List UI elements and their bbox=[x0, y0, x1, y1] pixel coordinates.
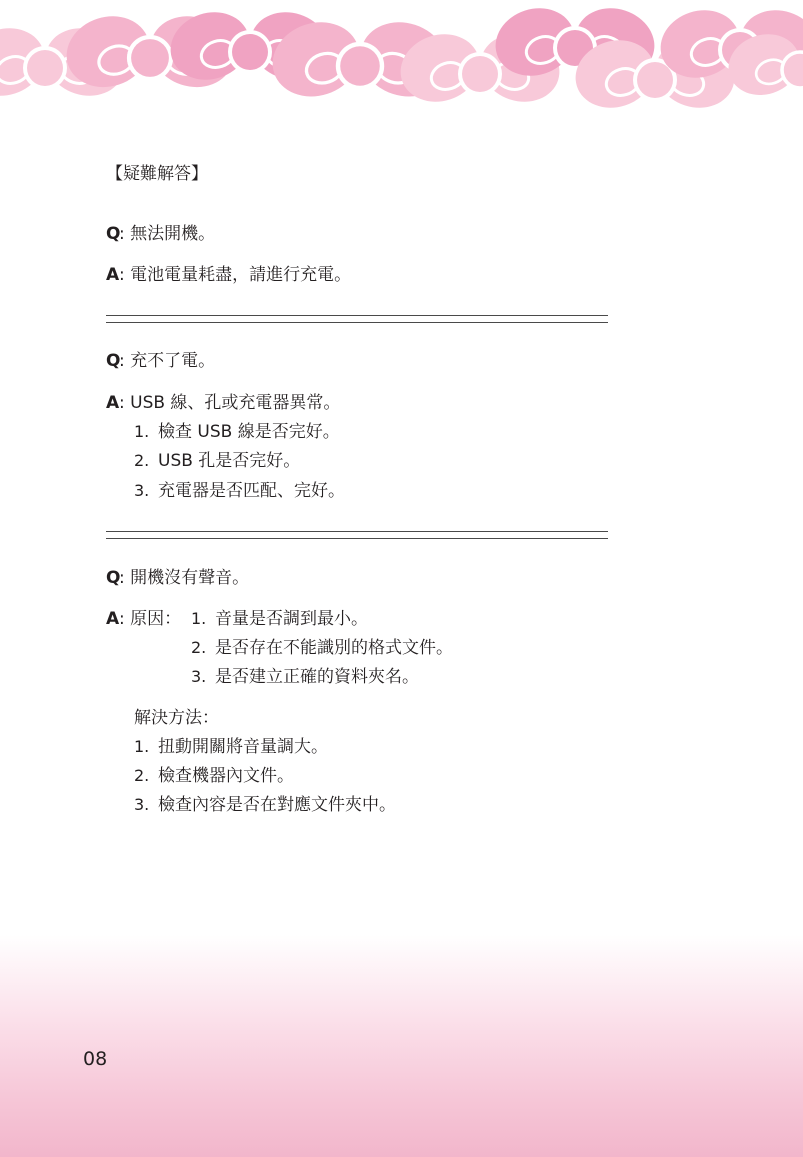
a1-text: : 電池電量耗盡，請進行充電。 bbox=[119, 265, 352, 285]
q2-text: : 充不了電。 bbox=[119, 351, 216, 371]
check-number: 3. bbox=[134, 481, 150, 500]
cause-number: 3. bbox=[191, 667, 207, 686]
check-number: 2. bbox=[134, 451, 150, 470]
section-heading: 【疑難解答】 bbox=[106, 164, 208, 184]
divider-bottom-line bbox=[106, 322, 608, 323]
page-number: 08 bbox=[83, 1048, 108, 1070]
solution-item: 扭動開關將音量調大。 bbox=[158, 737, 328, 757]
divider-bottom-line bbox=[106, 538, 608, 539]
check-item: 充電器是否匹配、完好。 bbox=[158, 481, 345, 501]
q3-text: : 開機沒有聲音。 bbox=[119, 568, 250, 588]
cause-item: 音量是否調到最小。 bbox=[215, 609, 368, 629]
check-number: 1. bbox=[134, 422, 150, 441]
cause-item: 是否建立正確的資料夾名。 bbox=[215, 667, 419, 687]
solution-item: 檢查內容是否在對應文件夾中。 bbox=[158, 795, 396, 815]
cause-item: 是否存在不能識別的格式文件。 bbox=[215, 638, 453, 658]
a3-text: : 原因： bbox=[119, 609, 182, 629]
solution-number: 2. bbox=[134, 766, 150, 785]
a1-label: A bbox=[106, 265, 120, 285]
solution-number: 3. bbox=[134, 795, 150, 814]
q2-label: Q bbox=[106, 351, 121, 371]
q1-label: Q bbox=[106, 224, 121, 244]
bow-ribbon-border-icon bbox=[0, 0, 803, 125]
solution-title: 解決方法： bbox=[134, 708, 219, 728]
solution-number: 1. bbox=[134, 737, 150, 756]
solution-item: 檢查機器內文件。 bbox=[158, 766, 294, 786]
a2-label: A bbox=[106, 393, 120, 413]
q3-label: Q bbox=[106, 568, 121, 588]
check-item: USB 孔是否完好。 bbox=[158, 451, 301, 471]
divider-top-line bbox=[106, 531, 608, 532]
q1-text: : 無法開機。 bbox=[119, 224, 216, 244]
a3-label: A bbox=[106, 609, 120, 629]
check-item: 檢查 USB 線是否完好。 bbox=[158, 422, 340, 442]
cause-number: 1. bbox=[191, 609, 207, 628]
cause-number: 2. bbox=[191, 638, 207, 657]
a2-text: : USB 線、孔或充電器異常。 bbox=[119, 393, 341, 413]
divider-top-line bbox=[106, 315, 608, 316]
